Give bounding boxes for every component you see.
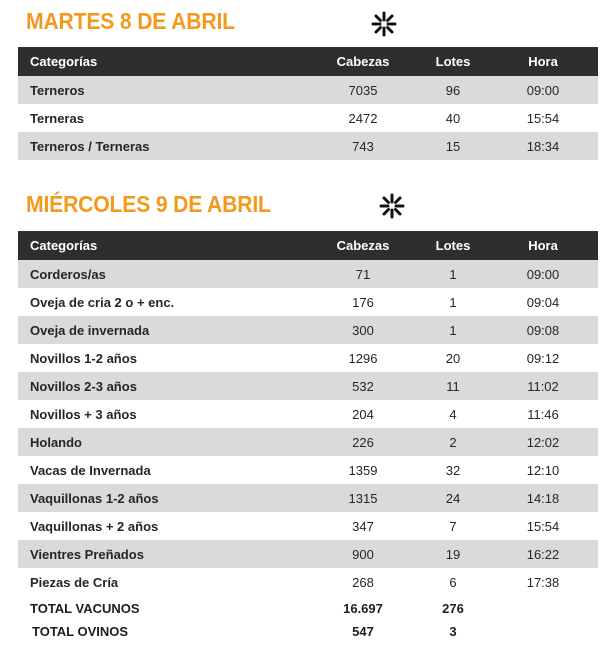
row-heads: 300 [352,322,374,338]
row-heads: 1296 [348,350,378,366]
row-category: Novillos 1-2 años [30,350,137,366]
row-lots: 19 [445,546,461,562]
total-label: TOTAL OVINOS [32,624,129,639]
row-category: Oveja de cria 2 o + enc. [30,294,175,310]
row-lots: 4 [449,406,457,422]
header-lotes: Lotes [435,238,471,253]
row-time: 16:22 [526,546,560,562]
header-categorias: Categorías [30,54,98,69]
row-time: 11:46 [527,406,559,422]
row-heads: 226 [352,434,374,450]
row-time: 14:18 [526,490,560,506]
table-row [18,540,598,568]
row-heads: 1359 [348,462,378,478]
row-lots: 20 [445,350,461,366]
header-cabezas: Cabezas [336,238,390,253]
row-lots: 40 [445,110,461,126]
row-heads: 743 [352,138,374,154]
total-label: TOTAL VACUNOS [30,601,140,616]
row-time: 12:10 [526,462,560,478]
row-lots: 2 [449,434,457,450]
row-category: Novillos 2-3 años [30,378,137,394]
table-row [18,456,598,484]
row-category: Vacas de Invernada [30,462,151,478]
header-lotes: Lotes [435,54,471,69]
row-lots: 6 [449,574,457,590]
row-time: 15:54 [526,518,560,534]
row-time: 09:12 [526,350,560,366]
row-time: 17:38 [526,574,560,590]
row-category: Vaquillonas 1-2 años [30,490,159,506]
header-cabezas: Cabezas [336,54,390,69]
day-title-miercoles: MIÉRCOLES 9 DE ABRIL [26,191,271,217]
table-row [18,400,598,428]
table-row [18,316,598,344]
row-category: Terneros [30,82,85,98]
row-heads: 71 [355,266,371,282]
auction-table-miercoles [18,231,598,596]
row-category: Piezas de Cría [30,574,119,590]
table-row [18,76,598,104]
total-heads: 16.697 [343,601,383,616]
row-heads: 268 [352,574,374,590]
row-lots: 32 [445,462,461,478]
table-header-row [18,47,598,76]
table-row [18,568,598,596]
asterisk-logo-icon [378,192,406,220]
total-row-vacunos [18,597,598,620]
row-time: 18:34 [526,138,560,154]
row-lots: 15 [445,138,461,154]
row-time: 11:02 [527,378,559,394]
row-lots: 96 [445,82,461,98]
table-row [18,484,598,512]
total-lots: 276 [442,601,464,616]
row-lots: 1 [449,322,457,338]
row-category: Corderos/as [30,266,106,282]
table-row [18,132,598,160]
day-title-martes: MARTES 8 DE ABRIL [26,8,235,34]
row-time: 12:02 [526,434,560,450]
row-heads: 176 [352,294,374,310]
table-row [18,512,598,540]
table-row [18,428,598,456]
auction-table-martes [18,47,598,160]
row-lots: 24 [445,490,461,506]
row-category: Holando [30,434,82,450]
row-category: Vientres Preñados [30,546,144,562]
row-lots: 11 [446,378,460,394]
row-lots: 7 [449,518,457,534]
row-heads: 7035 [348,82,378,98]
row-time: 09:00 [526,82,560,98]
table-row [18,372,598,400]
row-heads: 347 [352,518,374,534]
table-row [18,344,598,372]
row-heads: 900 [352,546,374,562]
asterisk-logo-icon [370,10,398,38]
table-row [18,288,598,316]
row-time: 15:54 [526,110,560,126]
row-time: 09:00 [526,266,560,282]
row-time: 09:04 [526,294,560,310]
table-row [18,104,598,132]
total-row-ovinos [18,620,598,643]
row-category: Oveja de invernada [30,322,150,338]
row-category: Vaquillonas + 2 años [30,518,159,534]
header-categorias: Categorías [30,238,98,253]
row-heads: 1315 [348,490,378,506]
table-header-row [18,231,598,260]
row-lots: 1 [449,294,457,310]
row-category: Novillos + 3 años [30,406,137,422]
row-heads: 204 [352,406,374,422]
row-category: Terneros / Terneras [30,138,150,154]
row-category: Terneras [30,110,84,126]
total-heads: 547 [352,624,374,639]
row-time: 09:08 [526,322,560,338]
row-heads: 2472 [348,110,378,126]
row-lots: 1 [449,266,457,282]
table-row [18,260,598,288]
total-lots: 3 [449,624,457,639]
row-heads: 532 [352,378,374,394]
totals-table [18,597,598,643]
header-hora: Hora [528,54,558,69]
header-hora: Hora [528,238,558,253]
